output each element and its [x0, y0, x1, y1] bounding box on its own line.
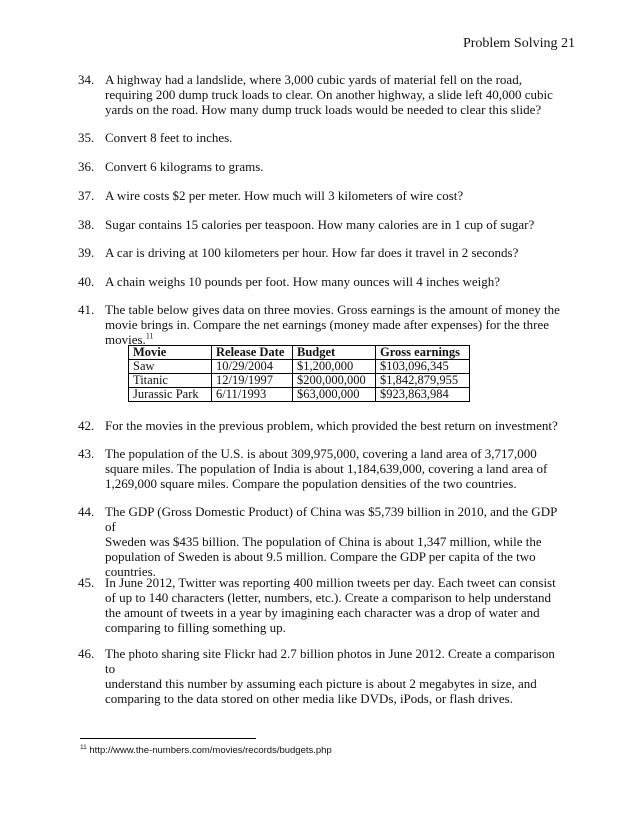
table-cell: $1,200,000	[293, 360, 376, 374]
table-header-row	[129, 346, 470, 360]
column-header: Movie	[129, 346, 212, 360]
problem-number: 37.	[78, 188, 95, 203]
problem-number: 42.	[78, 418, 95, 433]
footnote-url: http://www.the-numbers.com/movies/records/budgets.php	[89, 745, 332, 757]
problem-number: 34.	[78, 72, 95, 87]
problem-line: understand this number by assuming each picture is about 2 megabytes in size, and	[105, 676, 537, 691]
table-cell: Titanic	[129, 374, 212, 388]
problem-46	[78, 646, 565, 706]
problem-38	[78, 217, 565, 232]
problem-line: square miles. The population of India is about 1,184,639,000, covering a land area of	[105, 461, 548, 476]
footnote	[80, 744, 332, 756]
problem-number: 41.	[78, 302, 95, 317]
problem-number: 38.	[78, 217, 95, 232]
problem-line: population of Sweden is about 9.5 million. Compare the GDP per capita of the two	[105, 549, 536, 564]
problem-line: A car is driving at 100 kilometers per hour. How far does it travel in 2 seconds?	[105, 245, 519, 260]
problem-40	[78, 274, 565, 289]
problem-number: 40.	[78, 274, 95, 289]
problem-line: of up to 140 characters (letter, numbers, etc.). Create a comparison to help understand	[105, 590, 552, 605]
table-row	[129, 360, 470, 374]
footnote-mark: 11	[80, 744, 87, 751]
table-row	[129, 374, 470, 388]
table-cell: $103,096,345	[376, 360, 470, 374]
page-header: Problem Solving 21	[462, 36, 575, 51]
problem-number: 35.	[78, 130, 95, 145]
table-cell: $923,863,984	[376, 388, 470, 402]
problem-line: movie brings in. Compare the net earnings (money made after expenses) for the three	[105, 317, 550, 332]
table-cell: $200,000,000	[293, 374, 376, 388]
problem-37	[78, 188, 565, 203]
problem-number: 39.	[78, 245, 95, 260]
footnote-divider	[80, 738, 256, 739]
problem-45	[78, 575, 565, 635]
problem-line: 1,269,000 square miles. Compare the population densities of the two countries.	[105, 476, 517, 491]
problem-number: 36.	[78, 159, 95, 174]
problem-44	[78, 504, 565, 579]
problem-number: 43.	[78, 446, 95, 461]
problem-34	[78, 72, 565, 117]
problem-line: Sugar contains 15 calories per teaspoon. How many calories are in 1 cup of sugar?	[105, 217, 535, 232]
problem-line: The table below gives data on three movies. Gross earnings is the amount of money the	[105, 302, 560, 317]
table-cell: 12/19/1997	[212, 374, 293, 388]
problem-line: In June 2012, Twitter was reporting 400 million tweets per day. Each tweet can consist	[105, 575, 556, 590]
footnote-ref: 11	[145, 331, 154, 341]
problem-number: 44.	[78, 504, 95, 519]
problem-line: comparing to the data stored on other media like DVDs, iPods, or flash drives.	[105, 691, 513, 706]
table-cell: $63,000,000	[293, 388, 376, 402]
problem-line: countries.	[105, 564, 156, 579]
problem-line: Convert 8 feet to inches.	[105, 130, 233, 145]
problem-line: movies.	[105, 332, 146, 347]
table-cell: Saw	[129, 360, 212, 374]
column-header: Budget	[293, 346, 376, 360]
problem-line: The GDP (Gross Domestic Product) of China was $5,739 billion in 2010, and the GDP of	[105, 504, 557, 534]
problem-line: requiring 200 dump truck loads to clear. On another highway, a slide left 40,000 cubic	[105, 87, 553, 102]
table-cell: 6/11/1993	[212, 388, 293, 402]
table-cell: $1,842,879,955	[376, 374, 470, 388]
problem-line: The population of the U.S. is about 309,975,000, covering a land area of 3,717,000	[105, 446, 537, 461]
problem-39	[78, 245, 565, 260]
movies-table	[128, 345, 470, 402]
problem-35	[78, 130, 565, 145]
table-cell: Jurassic Park	[129, 388, 212, 402]
table-row	[129, 388, 470, 402]
column-header: Gross earnings	[376, 346, 470, 360]
problem-number: 45.	[78, 575, 95, 590]
table-cell: 10/29/2004	[212, 360, 293, 374]
problem-number: 46.	[78, 646, 95, 661]
problem-line: For the movies in the previous problem, which provided the best return on investment?	[105, 418, 558, 433]
problem-line: comparing to filling something up.	[105, 620, 286, 635]
problem-line: the amount of tweets in a year by imagining each character was a drop of water and	[105, 605, 540, 620]
problem-line: Sweden was $435 billion. The population of China is about 1,347 million, while the	[105, 534, 542, 549]
problem-41	[78, 302, 565, 347]
problem-42	[78, 418, 565, 433]
problem-36	[78, 159, 565, 174]
problem-43	[78, 446, 565, 491]
problem-line: A wire costs $2 per meter. How much will 3 kilometers of wire cost?	[105, 188, 464, 203]
problem-line: yards on the road. How many dump truck loads would be needed to clear this slide?	[105, 102, 542, 117]
problem-line: A highway had a landslide, where 3,000 cubic yards of material fell on the road,	[105, 72, 522, 87]
problem-line: The photo sharing site Flickr had 2.7 billion photos in June 2012. Create a comparison to	[105, 646, 555, 676]
problem-line: Convert 6 kilograms to grams.	[105, 159, 264, 174]
problem-line: A chain weighs 10 pounds per foot. How many ounces will 4 inches weigh?	[105, 274, 500, 289]
column-header: Release Date	[212, 346, 293, 360]
